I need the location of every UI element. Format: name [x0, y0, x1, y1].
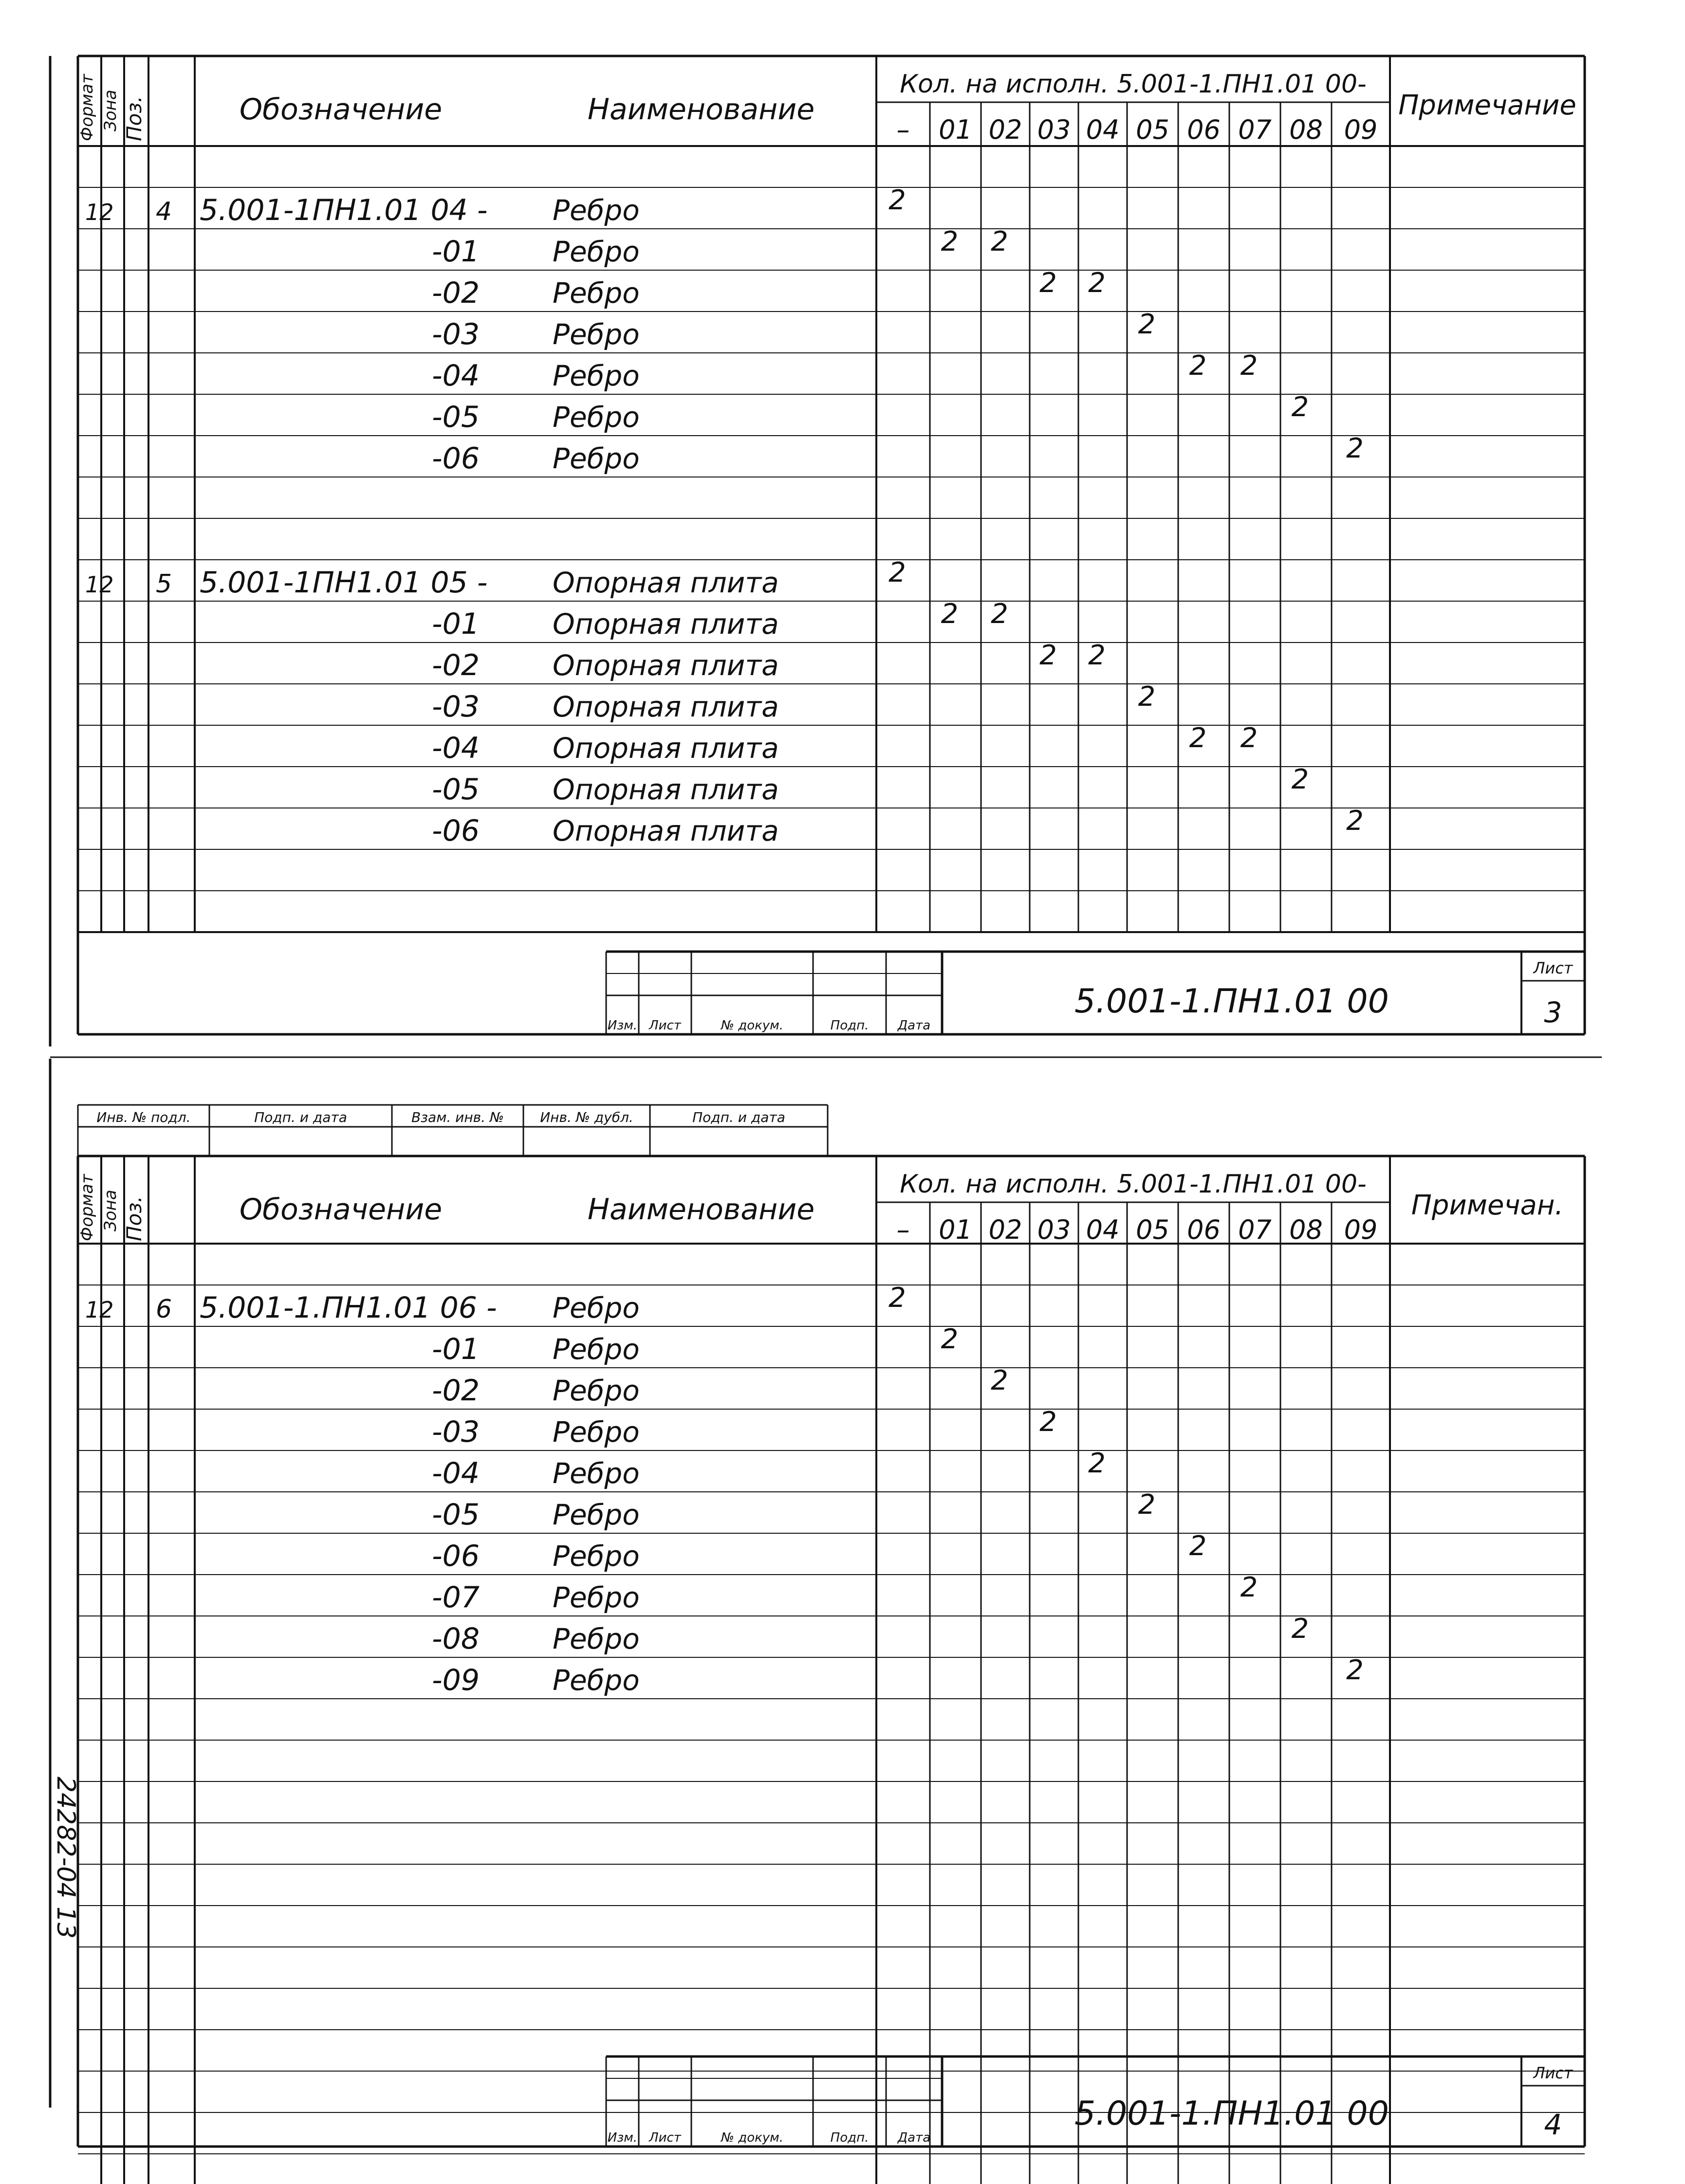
row-format: 12	[85, 199, 114, 225]
variant-col-8: 08	[1289, 114, 1323, 145]
doc-number: 5.001-1.ПН1.01 00	[1074, 2094, 1389, 2133]
header-pos: Поз.	[122, 1196, 146, 1241]
qty-value: 2	[1088, 1448, 1106, 1479]
row-designation: -01	[432, 235, 480, 269]
row-pos: 4	[156, 197, 172, 226]
header-qty-on-variant: Кол. на исполн. 5.001-1.ПН1.01 00-	[900, 70, 1367, 99]
variant-col-4: 04	[1086, 1214, 1120, 1245]
row-designation: -02	[432, 1374, 480, 1408]
row-name: Опорная плита	[553, 607, 779, 641]
row-name: Опорная плита	[553, 566, 779, 599]
row-name: Опорная плита	[553, 649, 779, 682]
stamp-label-1: Лист	[649, 1018, 681, 1033]
row-format: 12	[85, 1297, 114, 1323]
variant-col-1: 01	[939, 1214, 972, 1245]
row-name: Ребро	[553, 1498, 640, 1531]
qty-value: 2	[1291, 1613, 1309, 1645]
stamp-label-0: Изм.	[607, 2130, 638, 2145]
header-note: Примечан.	[1411, 1190, 1564, 1221]
variant-col-3: 03	[1037, 1214, 1071, 1245]
variant-col-0: –	[896, 114, 910, 145]
qty-value: 2	[1138, 1489, 1156, 1521]
qty-value: 2	[991, 226, 1008, 257]
qty-value: 2	[1346, 433, 1364, 464]
header-format: Формат	[77, 74, 97, 141]
stamp-label-4: Дата	[897, 1018, 931, 1033]
row-name: Ребро	[553, 359, 640, 392]
qty-value: 2	[889, 1282, 906, 1314]
header-zone: Зона	[101, 90, 120, 131]
archive-label-1: Подп. и дата	[254, 1109, 347, 1125]
row-name: Ребро	[553, 318, 640, 351]
qty-value: 2	[889, 184, 906, 216]
variant-col-7: 07	[1238, 114, 1272, 145]
qty-value: 2	[991, 598, 1008, 630]
archive-label-0: Инв. № подл.	[96, 1109, 191, 1125]
variant-col-1: 01	[939, 114, 972, 145]
row-name: Ребро	[553, 1457, 640, 1490]
variant-col-4: 04	[1086, 114, 1120, 145]
row-name: Ребро	[553, 1291, 640, 1324]
row-name: Ребро	[553, 442, 640, 475]
stamp-label-0: Изм.	[607, 1018, 638, 1033]
qty-value: 2	[1138, 681, 1156, 713]
archive-label-3: Инв. № дубл.	[540, 1109, 633, 1125]
row-name: Ребро	[553, 1374, 640, 1407]
stamp-label-3: Подп.	[830, 1018, 869, 1033]
variant-col-2: 02	[988, 1214, 1022, 1245]
sheet-number: 4	[1544, 2108, 1562, 2141]
qty-value: 2	[1088, 267, 1106, 299]
row-designation: -04	[432, 731, 480, 765]
row-format: 12	[85, 571, 114, 598]
row-designation: -05	[432, 400, 480, 434]
doc-number: 5.001-1.ПН1.01 00	[1074, 982, 1389, 1021]
row-designation: -05	[432, 772, 480, 807]
header-name: Наименование	[587, 1193, 815, 1227]
variant-col-6: 06	[1187, 114, 1221, 145]
variant-col-6: 06	[1187, 1214, 1221, 1245]
row-name: Ребро	[553, 1581, 640, 1614]
archive-label-4: Подп. и дата	[692, 1109, 785, 1125]
qty-value: 2	[941, 1323, 959, 1355]
row-pos: 6	[156, 1295, 172, 1324]
row-designation: -04	[432, 359, 480, 393]
row-designation: -02	[432, 276, 480, 310]
qty-value: 2	[1346, 805, 1364, 837]
qty-value: 2	[1039, 640, 1057, 671]
row-designation: 5.001-1.ПН1.01 06 -	[200, 1291, 497, 1325]
qty-value: 2	[1189, 1530, 1207, 1562]
header-designation: Обозначение	[239, 92, 443, 127]
row-name: Опорная плита	[553, 732, 779, 765]
row-designation: -01	[432, 1332, 480, 1366]
variant-col-9: 09	[1344, 1214, 1378, 1245]
stamp-label-2: № докум.	[721, 2130, 784, 2145]
qty-value: 2	[1240, 1572, 1258, 1603]
row-designation: -03	[432, 1415, 480, 1449]
stamp-label-3: Подп.	[830, 2130, 869, 2145]
qty-value: 2	[1088, 640, 1106, 671]
row-name: Опорная плита	[553, 690, 779, 723]
header-format: Формат	[77, 1174, 97, 1241]
row-name: Ребро	[553, 235, 640, 268]
qty-value: 2	[1189, 722, 1207, 754]
variant-col-2: 02	[988, 114, 1022, 145]
variant-col-0: –	[896, 1214, 910, 1245]
variant-col-3: 03	[1037, 114, 1071, 145]
row-designation: -01	[432, 607, 480, 641]
qty-value: 2	[1189, 350, 1207, 382]
qty-value: 2	[889, 557, 906, 588]
variant-col-7: 07	[1238, 1214, 1272, 1245]
sheet-label: Лист	[1533, 2064, 1573, 2082]
qty-value: 2	[1291, 764, 1309, 795]
row-name: Ребро	[553, 1622, 640, 1655]
sheet-label: Лист	[1533, 959, 1573, 977]
row-name: Ребро	[553, 401, 640, 434]
qty-value: 2	[991, 1365, 1008, 1396]
row-name: Ребро	[553, 1333, 640, 1366]
stamp-label-4: Дата	[897, 2130, 931, 2145]
variant-col-5: 05	[1136, 1214, 1169, 1245]
row-designation: -03	[432, 690, 480, 724]
qty-value: 2	[1039, 267, 1057, 299]
archive-number: 24282-04 13	[51, 1777, 80, 1939]
header-zone: Зона	[101, 1190, 120, 1231]
row-name: Ребро	[553, 1415, 640, 1449]
header-pos: Поз.	[122, 96, 146, 141]
qty-value: 2	[1346, 1654, 1364, 1686]
row-name: Ребро	[553, 1540, 640, 1573]
row-designation: 5.001-1ПН1.01 05 -	[200, 566, 488, 600]
qty-value: 2	[1039, 1406, 1057, 1438]
qty-value: 2	[1240, 350, 1258, 382]
variant-col-8: 08	[1289, 1214, 1323, 1245]
sheet-number: 3	[1544, 996, 1562, 1029]
header-note: Примечание	[1398, 90, 1576, 121]
row-designation: -03	[432, 317, 480, 351]
row-designation: -08	[432, 1622, 480, 1656]
row-name: Ребро	[553, 276, 640, 310]
row-designation: 5.001-1ПН1.01 04 -	[200, 193, 488, 227]
stamp-label-2: № докум.	[721, 1018, 784, 1033]
archive-label-2: Взам. инв. №	[411, 1109, 504, 1125]
row-name: Опорная плита	[553, 814, 779, 847]
row-designation: -09	[432, 1663, 480, 1697]
row-name: Ребро	[553, 1664, 640, 1697]
row-designation: -06	[432, 1539, 480, 1573]
row-name: Ребро	[553, 194, 640, 227]
row-designation: -04	[432, 1456, 480, 1490]
header-designation: Обозначение	[239, 1193, 443, 1227]
row-pos: 5	[156, 569, 172, 599]
qty-value: 2	[941, 598, 959, 630]
row-designation: -05	[432, 1498, 480, 1532]
header-qty-on-variant: Кол. на исполн. 5.001-1.ПН1.01 00-	[900, 1170, 1367, 1199]
row-designation: -07	[432, 1580, 480, 1615]
row-designation: -06	[432, 441, 480, 476]
qty-value: 2	[941, 226, 959, 257]
qty-value: 2	[1240, 722, 1258, 754]
qty-value: 2	[1291, 391, 1309, 423]
stamp-label-1: Лист	[649, 2130, 681, 2145]
row-designation: -02	[432, 648, 480, 682]
variant-col-5: 05	[1136, 114, 1169, 145]
row-designation: -06	[432, 814, 480, 848]
variant-col-9: 09	[1344, 114, 1378, 145]
header-name: Наименование	[587, 92, 815, 127]
qty-value: 2	[1138, 309, 1156, 340]
row-name: Опорная плита	[553, 773, 779, 806]
